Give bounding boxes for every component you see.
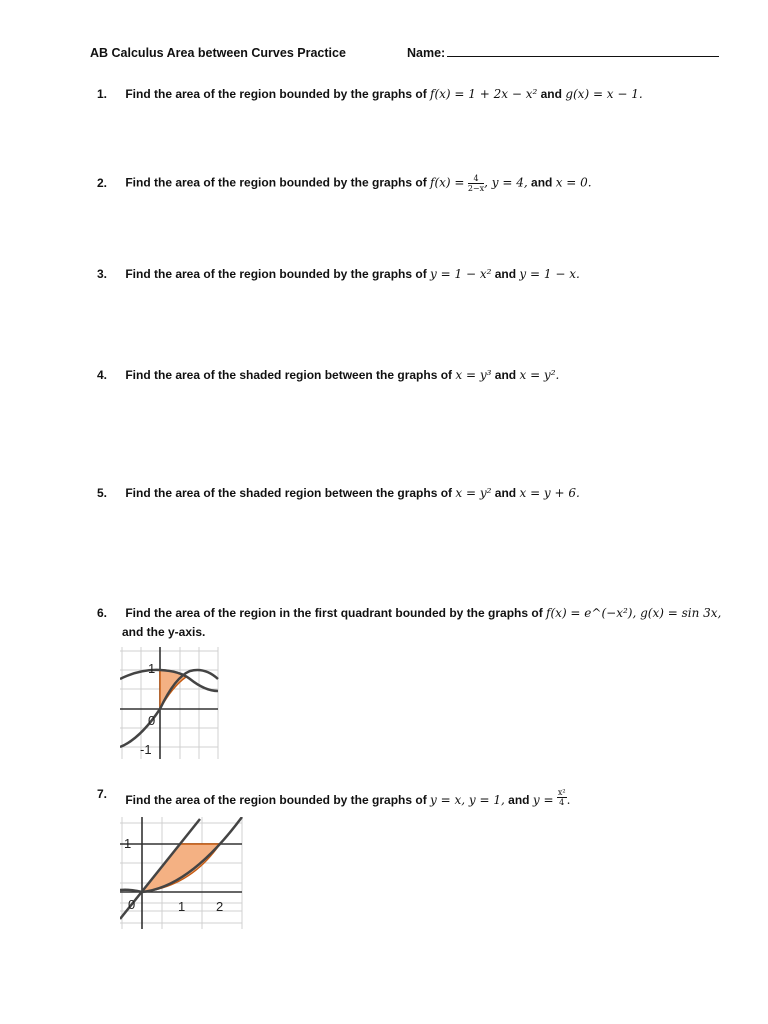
question-number: 4.: [97, 368, 108, 382]
and-word: and: [494, 368, 517, 382]
fraction-numerator: 4: [468, 174, 484, 184]
question-text: Find the area of the shaded region between the graphs of: [125, 486, 453, 500]
math-a: f(x) = e^(−x²): [546, 606, 633, 620]
grid: [120, 647, 218, 759]
question-text: Find the area of the region bounded by the graphs of: [125, 87, 427, 101]
fraction: [468, 174, 484, 193]
math-a: x = y³: [455, 368, 492, 382]
math-a: y = x, y = 1,: [430, 792, 505, 807]
math-b: x = y².: [519, 368, 560, 382]
label-x-one: 1: [178, 899, 186, 914]
question-number: 3.: [97, 267, 108, 281]
fraction-numerator: x²: [557, 788, 566, 797]
graph-question-7: [120, 817, 245, 932]
math-a: x = y²: [455, 486, 492, 500]
fraction-denominator: 4: [559, 798, 565, 807]
math-a: y = 1 − x²: [430, 267, 492, 281]
math-rest: , y = 4,: [484, 175, 528, 190]
question-4: [97, 368, 559, 382]
question-number: 6.: [97, 606, 108, 620]
question-1: [97, 87, 643, 101]
shaded-region: [142, 844, 220, 892]
name-label: Name:: [407, 46, 446, 60]
math-f: f(x) = 1 + 2x − x²: [430, 87, 538, 101]
question-text: Find the area of the region bounded by the graphs of: [125, 267, 427, 281]
and-word: and: [540, 87, 562, 101]
name-field[interactable]: [407, 46, 719, 60]
worksheet-title: AB Calculus Area between Curves Practice: [90, 46, 346, 60]
axes: [120, 647, 218, 759]
fraction: [557, 788, 567, 807]
question-text: Find the area of the region in the first quadrant bounded by the graphs of: [125, 606, 543, 620]
question-2: [97, 174, 592, 193]
math-b: , g(x) = sin 3x,: [632, 606, 722, 620]
label-neg-one: -1: [140, 742, 152, 757]
question-number: 7.: [97, 786, 108, 801]
math-b: y = 1 − x.: [519, 267, 580, 281]
math-last: x = 0.: [555, 175, 592, 190]
label-zero: 0: [148, 713, 156, 728]
label-x-two: 2: [216, 899, 224, 914]
question-6-continuation: and the y-axis.: [122, 625, 206, 639]
name-blank-line[interactable]: [447, 46, 719, 57]
question-text: Find the area of the region bounded by the graphs of: [125, 175, 427, 190]
question-text: Find the area of the shaded region between the graphs of: [125, 368, 453, 382]
math-f-lhs: f(x) =: [430, 175, 465, 190]
label-one: 1: [124, 836, 132, 851]
question-number: 5.: [97, 486, 108, 500]
fraction-denominator: 2−x: [467, 184, 485, 193]
and-word: and: [494, 486, 517, 500]
question-text: Find the area of the region bounded by the graphs of: [125, 792, 427, 807]
question-7: 7. Find the area of the region bounded by the graphs of y = x, y = 1, and y = $\frac{\text{x²}}{4}$ .: [97, 786, 571, 807]
graph-question-6: [120, 647, 220, 762]
question-5: [97, 486, 580, 500]
question-number: 1.: [97, 87, 108, 101]
label-zero: 0: [128, 897, 136, 912]
question-number: 2.: [97, 175, 108, 190]
math-g: g(x) = x − 1.: [565, 87, 643, 101]
and-word: and: [531, 175, 553, 190]
math-b-lhs: y =: [532, 792, 554, 807]
question-6: [97, 606, 721, 620]
question-3: [97, 267, 580, 281]
and-word: and: [494, 267, 517, 281]
label-one: 1: [148, 661, 156, 676]
and-word: and: [508, 792, 530, 807]
math-b: x = y + 6.: [519, 486, 580, 500]
